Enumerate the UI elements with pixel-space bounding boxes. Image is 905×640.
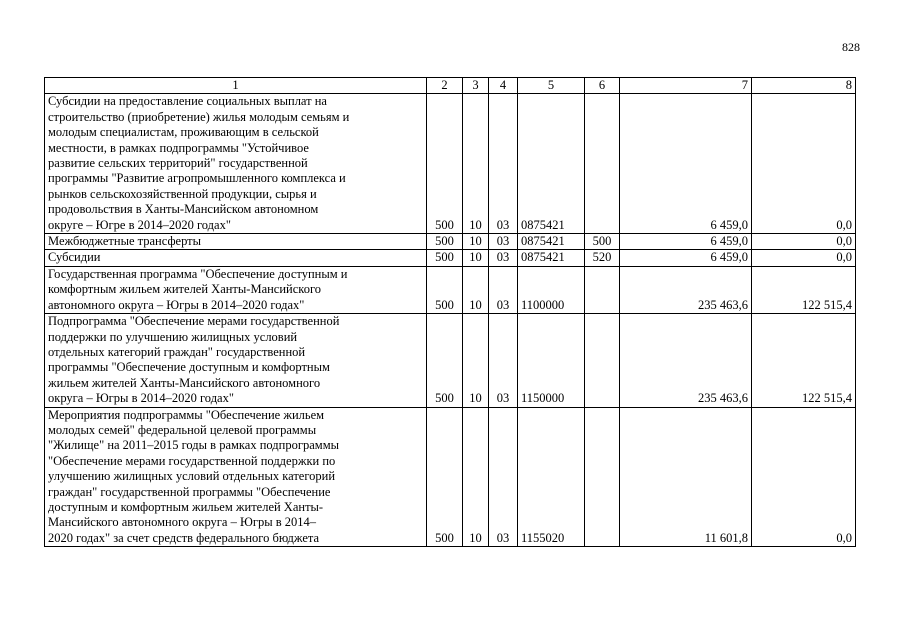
target-article-code: 0875421 [518, 94, 585, 234]
row-description [45, 234, 427, 250]
description-line: Государственная программа "Обеспечение доступным и [48, 266, 348, 281]
description-line: продовольствия в Ханты-Мансийском автономном [48, 202, 319, 217]
subsection-code-2: 03 [489, 266, 518, 313]
description-line: местности, в рамках подпрограммы "Устойчивое [48, 140, 309, 155]
header-cell: 7 [620, 78, 752, 94]
table-row [45, 234, 856, 250]
table-row [45, 250, 856, 266]
subsection-code: 10 [463, 94, 489, 234]
amount-col-7: 11 601,8 [620, 407, 752, 547]
description-line: Субсидии [48, 250, 101, 265]
subsection-code: 10 [463, 266, 489, 313]
expense-type-code: 520 [585, 250, 620, 266]
expense-type-code [585, 407, 620, 547]
section-code: 500 [427, 407, 463, 547]
header-cell: 4 [489, 78, 518, 94]
description-line: программы "Обеспечение доступным и комфортным [48, 360, 330, 375]
expense-type-code: 500 [585, 234, 620, 250]
header-cell: 5 [518, 78, 585, 94]
description-line: программы "Развитие агропромышленного комплекса и [48, 171, 346, 186]
section-code: 500 [427, 266, 463, 313]
row-description [45, 250, 427, 266]
section-code: 500 [427, 250, 463, 266]
description-line: молодым специалистам, проживающим в сельской [48, 125, 319, 140]
description-line: "Обеспечение мерами государственной поддержки по [48, 453, 336, 468]
header-cell: 8 [752, 78, 856, 94]
expense-type-code [585, 266, 620, 313]
row-description [45, 314, 427, 407]
amount-col-7: 6 459,0 [620, 234, 752, 250]
description-line: Подпрограмма "Обеспечение мерами государственной [48, 314, 340, 329]
table-row [45, 266, 856, 313]
subsection-code: 10 [463, 234, 489, 250]
description-line: Межбюджетные трансферты [48, 234, 202, 249]
row-description [45, 94, 427, 234]
amount-col-7: 235 463,6 [620, 314, 752, 407]
target-article-code: 0875421 [518, 250, 585, 266]
description-line: "Жилище" на 2011–2015 годы в рамках подпрограммы [48, 438, 339, 453]
description-line: отдельных категорий граждан" государственной [48, 344, 306, 359]
amount-col-7: 6 459,0 [620, 250, 752, 266]
description-line: автономного округа – Югры в 2014–2020 годах" [48, 297, 305, 312]
description-line: рынков сельскохозяйственной продукции, сырья и [48, 186, 317, 201]
description-line: поддержки по улучшению жилищных условий [48, 329, 298, 344]
section-code: 500 [427, 94, 463, 234]
amount-col-7: 6 459,0 [620, 94, 752, 234]
table-row [45, 407, 856, 547]
description-line: граждан" государственной программы "Обеспечение [48, 484, 331, 499]
section-code: 500 [427, 234, 463, 250]
subsection-code-2: 03 [489, 314, 518, 407]
table-row [45, 314, 856, 407]
subsection-code-2: 03 [489, 407, 518, 547]
subsection-code-2: 03 [489, 250, 518, 266]
page-number: 828 [842, 40, 860, 54]
description-line: комфортным жильем жителей Ханты-Мансийского [48, 282, 322, 297]
table-header-row [45, 78, 856, 94]
expense-type-code [585, 314, 620, 407]
row-description [45, 266, 427, 313]
header-cell: 6 [585, 78, 620, 94]
subsection-code-2: 03 [489, 94, 518, 234]
amount-col-8: 122 515,4 [752, 266, 856, 313]
header-cell: 2 [427, 78, 463, 94]
subsection-code-2: 03 [489, 234, 518, 250]
description-line: Мансийского автономного округа – Югры в 2014– [48, 515, 316, 530]
description-line: молодых семей" федеральной целевой программы [48, 422, 317, 437]
subsection-code: 10 [463, 250, 489, 266]
description-line: 2020 годах" за счет средств федерального бюджета [48, 530, 320, 545]
description-line: улучшению жилищных условий отдельных категорий [48, 469, 336, 484]
section-code: 500 [427, 314, 463, 407]
table-body [45, 94, 856, 547]
amount-col-7: 235 463,6 [620, 266, 752, 313]
expense-type-code [585, 94, 620, 234]
header-cell: 1 [45, 78, 427, 94]
description-line: округа – Югры в 2014–2020 годах" [48, 391, 234, 406]
description-line: округе – Югре в 2014–2020 годах" [48, 217, 231, 232]
subsection-code: 10 [463, 407, 489, 547]
amount-col-8: 122 515,4 [752, 314, 856, 407]
target-article-code: 0875421 [518, 234, 585, 250]
description-line: жильем жителей Ханты-Мансийского автономного [48, 375, 321, 390]
description-line: развитие сельских территорий" государственной [48, 156, 308, 171]
table-row [45, 94, 856, 234]
header-cell: 3 [463, 78, 489, 94]
amount-col-8: 0,0 [752, 94, 856, 234]
amount-col-8: 0,0 [752, 250, 856, 266]
description-line: Мероприятия подпрограммы "Обеспечение жильем [48, 407, 325, 422]
target-article-code: 1155020 [518, 407, 585, 547]
row-description [45, 407, 427, 547]
description-line: доступным и комфортным жильем жителей Ханты- [48, 499, 324, 514]
description-line: Субсидии на предоставление социальных выплат на [48, 94, 327, 109]
amount-col-8: 0,0 [752, 407, 856, 547]
budget-table [44, 77, 856, 547]
amount-col-8: 0,0 [752, 234, 856, 250]
target-article-code: 1100000 [518, 266, 585, 313]
target-article-code: 1150000 [518, 314, 585, 407]
description-line: строительство (приобретение) жилья молодым семьям и [48, 109, 350, 124]
subsection-code: 10 [463, 314, 489, 407]
